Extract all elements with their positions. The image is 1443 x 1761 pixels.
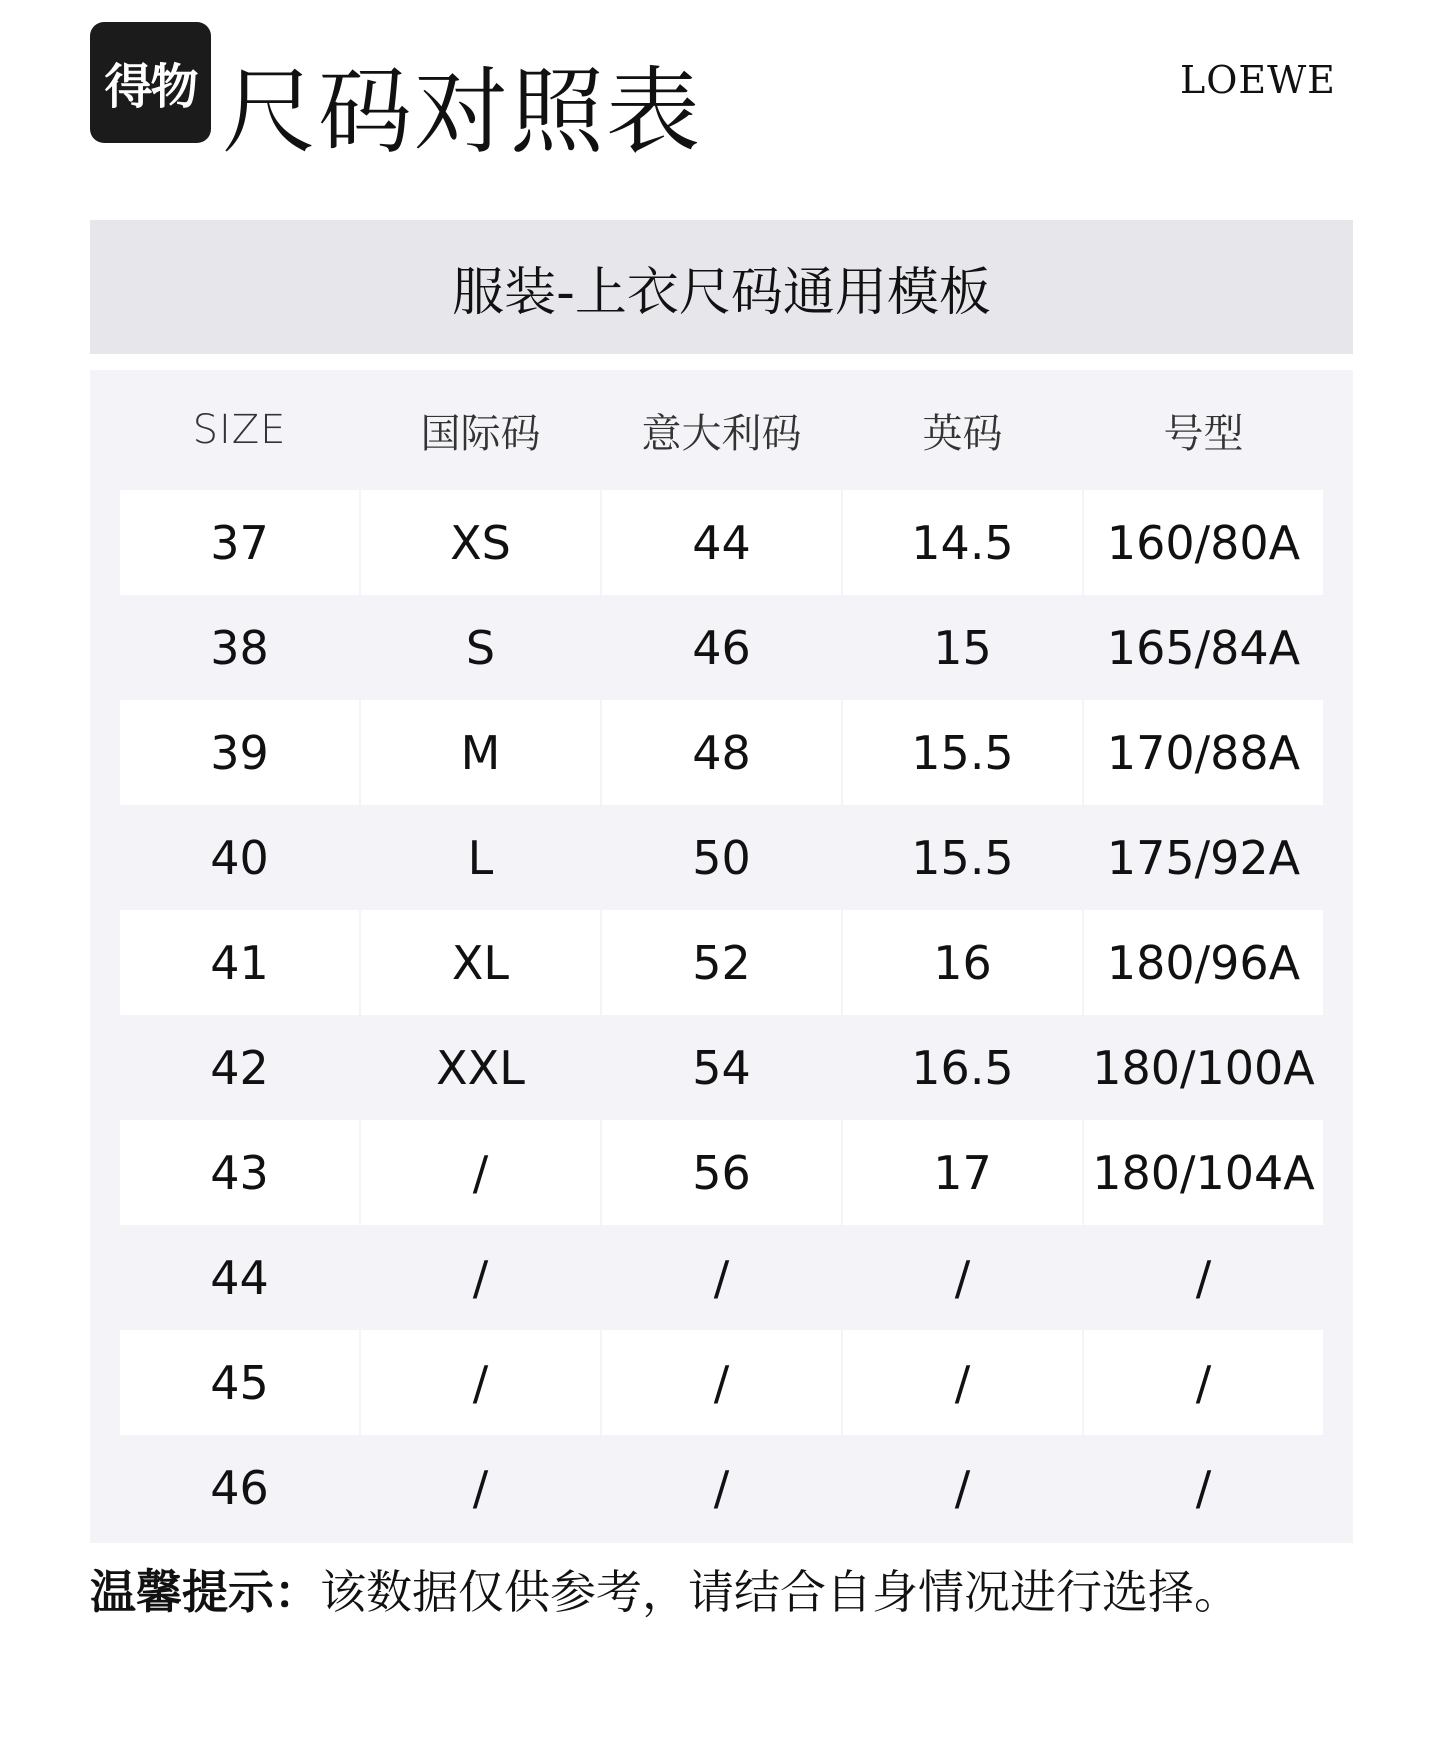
table-cell: 16.5 bbox=[911, 1040, 1014, 1095]
table-cell: 160/80A bbox=[1084, 490, 1323, 595]
table-cell: S bbox=[465, 620, 496, 675]
table-row bbox=[120, 1330, 1323, 1435]
table-cell: 175/92A bbox=[1106, 830, 1301, 885]
table-cell: 56 bbox=[602, 1120, 841, 1225]
table-row bbox=[120, 805, 1323, 910]
table-cell: 46 bbox=[210, 1460, 269, 1515]
table-cell: 39 bbox=[120, 700, 359, 805]
tip-label: 温馨提示： bbox=[90, 1565, 320, 1619]
table-cell: 15 bbox=[933, 620, 992, 675]
table-cell: / bbox=[843, 1330, 1082, 1435]
size-table bbox=[90, 370, 1353, 1543]
table-cell: 17 bbox=[843, 1120, 1082, 1225]
table-cell: 48 bbox=[602, 700, 841, 805]
table-cell: / bbox=[602, 1330, 841, 1435]
column-header-italian: 意大利码 bbox=[641, 410, 802, 457]
table-cell: 170/88A bbox=[1084, 700, 1323, 805]
table-header-row bbox=[120, 370, 1323, 490]
table-cell: 50 bbox=[692, 830, 751, 885]
table-cell: 44 bbox=[602, 490, 841, 595]
table-row bbox=[120, 1120, 1323, 1225]
table-cell: / bbox=[472, 1460, 489, 1515]
table-cell: / bbox=[361, 1330, 600, 1435]
app-logo-text: 得物 bbox=[104, 59, 197, 115]
table-cell: / bbox=[713, 1460, 730, 1515]
table-cell: XS bbox=[361, 490, 600, 595]
table-cell: 41 bbox=[120, 910, 359, 1015]
column-header-height-type: 号型 bbox=[1163, 410, 1244, 457]
table-cell: / bbox=[472, 1250, 489, 1305]
table-cell: 40 bbox=[210, 830, 269, 885]
table-cell: 180/100A bbox=[1092, 1040, 1315, 1095]
table-row bbox=[120, 1225, 1323, 1330]
table-cell: 44 bbox=[210, 1250, 269, 1305]
brand-logo: LOEWE bbox=[1180, 58, 1336, 102]
template-title: 服装-上衣尺码通用模板 bbox=[452, 262, 991, 323]
table-cell: / bbox=[954, 1250, 971, 1305]
table-row bbox=[120, 910, 1323, 1015]
table-row bbox=[120, 490, 1323, 595]
table-cell: 15.5 bbox=[911, 830, 1014, 885]
table-cell: 42 bbox=[210, 1040, 269, 1095]
table-cell: 43 bbox=[120, 1120, 359, 1225]
table-row bbox=[120, 1435, 1323, 1540]
column-header-international: 国际码 bbox=[420, 410, 541, 457]
table-cell: 165/84A bbox=[1106, 620, 1301, 675]
table-cell: 52 bbox=[602, 910, 841, 1015]
table-row bbox=[120, 595, 1323, 700]
table-cell: / bbox=[1195, 1460, 1212, 1515]
column-header-uk: 英码 bbox=[922, 410, 1003, 457]
table-cell: / bbox=[954, 1460, 971, 1515]
table-row bbox=[120, 700, 1323, 805]
table-cell: / bbox=[1195, 1250, 1212, 1305]
table-cell: 15.5 bbox=[843, 700, 1082, 805]
table-cell: 46 bbox=[692, 620, 751, 675]
table-cell: / bbox=[1084, 1330, 1323, 1435]
tip-note bbox=[90, 1560, 1240, 1624]
table-cell: 37 bbox=[120, 490, 359, 595]
table-cell: XL bbox=[361, 910, 600, 1015]
column-header-size: SIZE bbox=[192, 407, 287, 453]
app-logo bbox=[90, 22, 211, 143]
table-cell: 16 bbox=[843, 910, 1082, 1015]
table-cell: 14.5 bbox=[843, 490, 1082, 595]
table-cell: 45 bbox=[120, 1330, 359, 1435]
table-cell: 54 bbox=[692, 1040, 751, 1095]
table-cell: / bbox=[361, 1120, 600, 1225]
tip-text: 该数据仅供参考，请结合自身情况进行选择。 bbox=[320, 1565, 1240, 1619]
table-cell: L bbox=[467, 830, 494, 885]
table-cell: 180/104A bbox=[1084, 1120, 1323, 1225]
table-cell: 180/96A bbox=[1084, 910, 1323, 1015]
page-title: 尺码对照表 bbox=[222, 58, 703, 167]
table-cell: XXL bbox=[436, 1040, 525, 1095]
table-row bbox=[120, 1015, 1323, 1120]
table-cell: 38 bbox=[210, 620, 269, 675]
table-cell: M bbox=[361, 700, 600, 805]
template-banner bbox=[90, 220, 1353, 354]
table-cell: / bbox=[713, 1250, 730, 1305]
